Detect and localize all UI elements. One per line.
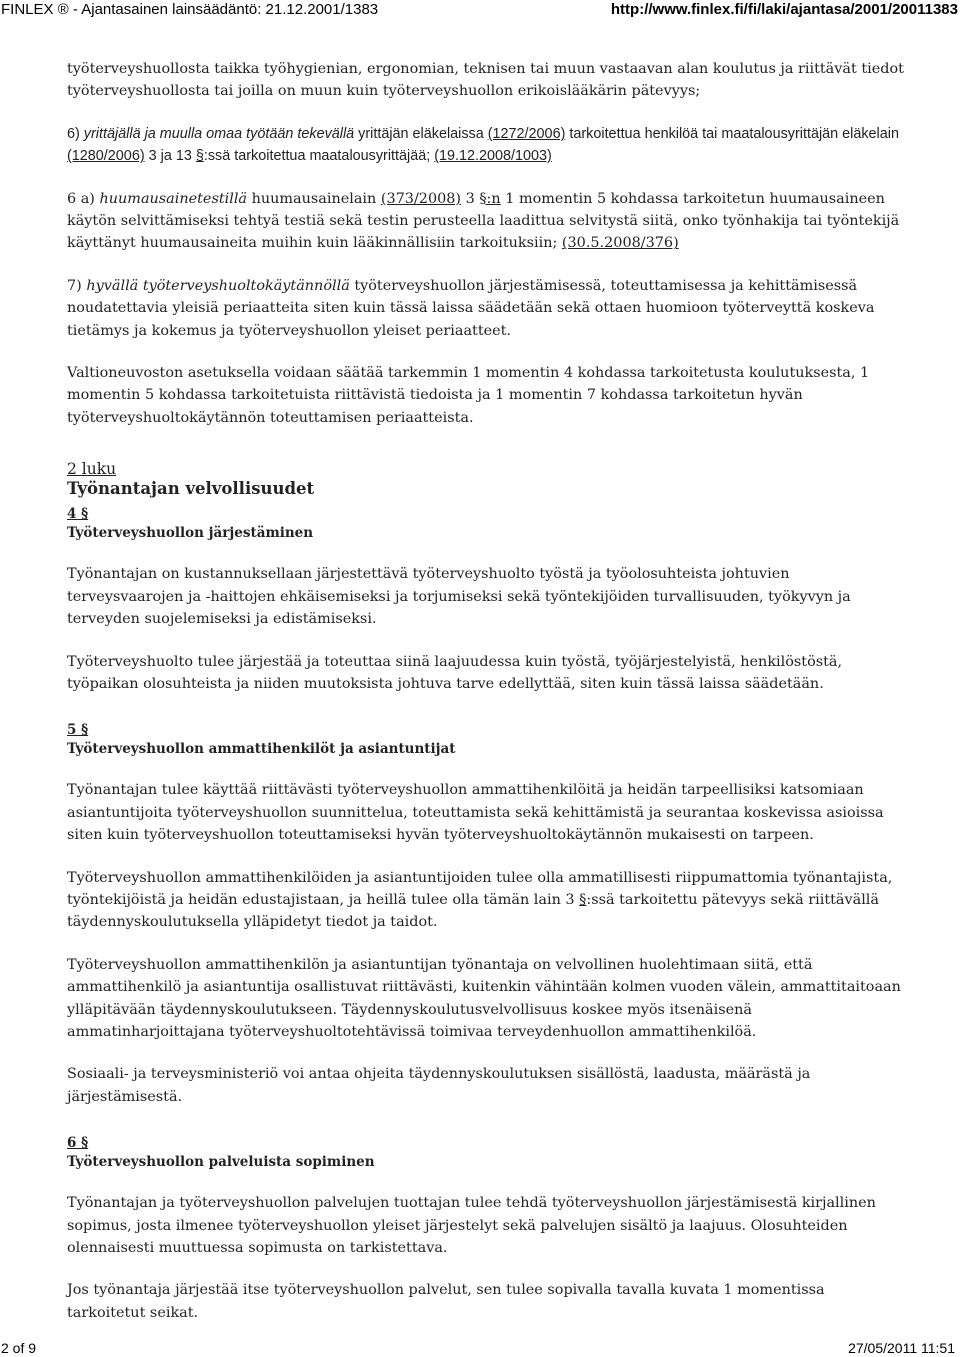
text: huumausainelain xyxy=(247,190,381,207)
item-number: 6) xyxy=(67,125,84,142)
section-number-link[interactable]: 6 § xyxy=(67,1135,89,1152)
section-link[interactable]: § xyxy=(579,891,587,908)
text: :ssä tarkoitettua maatalousyrittäjää; xyxy=(203,148,435,165)
section-paragraph: Työterveyshuollon ammattihenkilön ja asiantuntijan työnantaja on velvollinen huolehtimaan siitä, että ammattihenkilö ja asiantuntija osallistuvat riittävästi, kuitenkin vähintään kolmen vuoden välein, ammattitaitoaan ylläpitävään täydennyskoulutukseen. Täydennyskoulutusvelvollisuus koskee myös itsenäisenä ammatinharjoittajana työterveyshuoltotehtävissä toimivaa terveydenhuollon ammattihenkilöä. xyxy=(67,956,901,1040)
page-indicator: 2 of 9 xyxy=(1,1340,37,1356)
print-header xyxy=(0,0,960,20)
section-5 xyxy=(67,721,905,1108)
section-paragraph: Työnantajan ja työterveyshuollon palvelujen tuottajan tulee tehdä työterveyshuollon järjestämisestä kirjallinen sopimus, josta ilmenee työterveyshuollon yleiset järjestelyt sekä palvelujen sisältö ja laajuus. Olosuhteiden olennaisesti muuttuessa sopimusta on tarkistettava. xyxy=(67,1195,876,1256)
section-paragraph: Jos työnantaja järjestää itse työterveyshuollon palvelut, sen tulee sopivalla tavalla kuvata 1 momentissa tarkoitetut seikat. xyxy=(67,1282,825,1321)
section-paragraph xyxy=(67,867,905,934)
text: :ssä tarkoitettu pätevyys sekä riittävällä täydennyskoulutuksella ylläpidetyt tiedot ja taidot. xyxy=(67,891,879,931)
print-datetime: 27/05/2011 11:51 xyxy=(848,1340,955,1356)
section-link[interactable]: § xyxy=(195,148,204,165)
section-title: Työterveyshuollon palveluista sopiminen xyxy=(67,1154,375,1171)
amendment-link[interactable]: (19.12.2008/1003) xyxy=(434,148,552,165)
paragraph-definition-7 xyxy=(67,275,905,342)
text: Työterveyshuollon ammattihenkilöiden ja asiantuntijoiden tulee olla ammatillisesti riippumattomia työnantajista, työntekijöistä ja heidän edustajistaan, ja heillä tulee olla tämän lain 3 xyxy=(67,869,893,908)
section-number-link[interactable]: 5 § xyxy=(67,722,89,739)
chapter-heading xyxy=(67,459,905,499)
item-number: 7) xyxy=(67,277,87,294)
paragraph-decree: Valtioneuvoston asetuksella voidaan säätää tarkemmin 1 momentin 4 kohdassa tarkoitetusta koulutuksesta, 1 momentin 5 kohdassa tarkoitetuista riittävistä tiedoista ja 1 momentin 7 kohdassa tarkoitetun hyvän työterveyshuoltokäytännön toteuttamisen periaatteista. xyxy=(67,365,870,426)
paragraph-definition-continuation: työterveyshuollosta taikka työhygienian, ergonomian, teknisen tai muun vastaavan alan koulutus ja riittävät tiedot työterveyshuollosta tai joilla on muun kuin työterveyshuollon erikoislääkärin pätevyys; xyxy=(67,61,904,100)
section-paragraph: Työnantajan on kustannuksellaan järjestettävä työterveyshuolto työstä ja työolosuhteista johtuvien terveysvaarojen ja -haittojen ehkäisemiseksi ja torjumiseksi sekä työntekijöiden turvallisuuden, työkyvyn ja terveyden suojelemiseksi ja edistämiseksi. xyxy=(67,566,851,628)
section-number-link[interactable]: 4 § xyxy=(67,506,89,523)
print-footer xyxy=(0,1340,960,1357)
defined-term: yrittäjällä ja muulla omaa työtään tekevällä xyxy=(83,125,355,142)
law-reference-link[interactable]: (1280/2006) xyxy=(67,148,145,165)
section-link[interactable]: §:n xyxy=(479,190,501,207)
header-url[interactable]: http://www.finlex.fi/fi/laki/ajantasa/2001/20011383 xyxy=(610,1,958,18)
amendment-link[interactable]: (30.5.2008/376) xyxy=(561,235,679,252)
chapter-number-link[interactable]: 2 luku xyxy=(67,460,117,479)
header-title: FINLEX ® - Ajantasainen lainsäädäntö: 21.12.2001/1383 xyxy=(1,1,379,18)
text: 3 ja 13 xyxy=(144,148,196,165)
defined-term: huumausainetestillä xyxy=(99,190,248,207)
section-title: Työterveyshuollon järjestäminen xyxy=(67,525,314,542)
text: yrittäjän eläkelaissa xyxy=(354,125,488,142)
law-reference-link[interactable]: (373/2008) xyxy=(380,190,462,207)
section-title: Työterveyshuollon ammattihenkilöt ja asiantuntijat xyxy=(67,741,456,758)
paragraph-definition-6a xyxy=(67,188,905,255)
text: 3 xyxy=(461,190,480,207)
section-paragraph: Työnantajan tulee käyttää riittävästi työterveyshuollon ammattihenkilöitä ja heidän tarpeellisiksi katsomiaan asiantuntijoita työterveyshuollon suunnittelua, toteuttamista sekä kehittämistä ja seurantaa koskevissa asioissa siten kuin työterveyshuollon toteuttamiseksi hyvän työterveyshuoltokäytännön mukaisesti on tarpeen. xyxy=(67,782,884,844)
chapter-title: Työnantajan velvollisuudet xyxy=(67,479,315,499)
document-body xyxy=(67,58,905,1344)
paragraph-definition-6 xyxy=(67,123,905,168)
section-paragraph: Sosiaali- ja terveysministeriö voi antaa ohjeita täydennyskoulutuksen sisällöstä, laadusta, määrästä ja järjestämisestä. xyxy=(67,1066,811,1105)
item-number: 6 a) xyxy=(67,190,100,207)
section-paragraph: Työterveyshuolto tulee järjestää ja toteuttaa siinä laajuudessa kuin työstä, työjärjestelyistä, henkilöstöstä, työpaikan olosuhteista ja niiden muutoksista johtuva tarve edellyttää, siten kuin tässä laissa säädetään. xyxy=(67,653,843,692)
law-reference-link[interactable]: (1272/2006) xyxy=(487,125,566,142)
defined-term: hyvällä työterveyshuoltokäytännöllä xyxy=(86,277,350,294)
section-4 xyxy=(67,505,905,695)
text: 1 momentin 5 kohdassa tarkoitetun huumausaineen käytön selvittämiseksi tehtyä testiä sekä testin perusteella laadittua selvitystä siitä, onko työnhakija tai työntekijä käyttänyt huumausaineita muihin kuin lääkinnällisiin tarkoituksiin; xyxy=(67,190,900,252)
text: tarkoitettua henkilöä tai maatalousyrittäjän eläkelain xyxy=(565,125,899,142)
section-6 xyxy=(67,1134,905,1324)
text: työterveyshuollon järjestämisessä, toteuttamisessa ja kehittämisessä noudatettavia yleisiä periaatteita siten kuin tässä laissa säädetään sekä ottaen huomioon työterveyttä koskeva tietämys ja kokemus ja työterveyshuollon yleiset periaatteet. xyxy=(67,277,875,339)
